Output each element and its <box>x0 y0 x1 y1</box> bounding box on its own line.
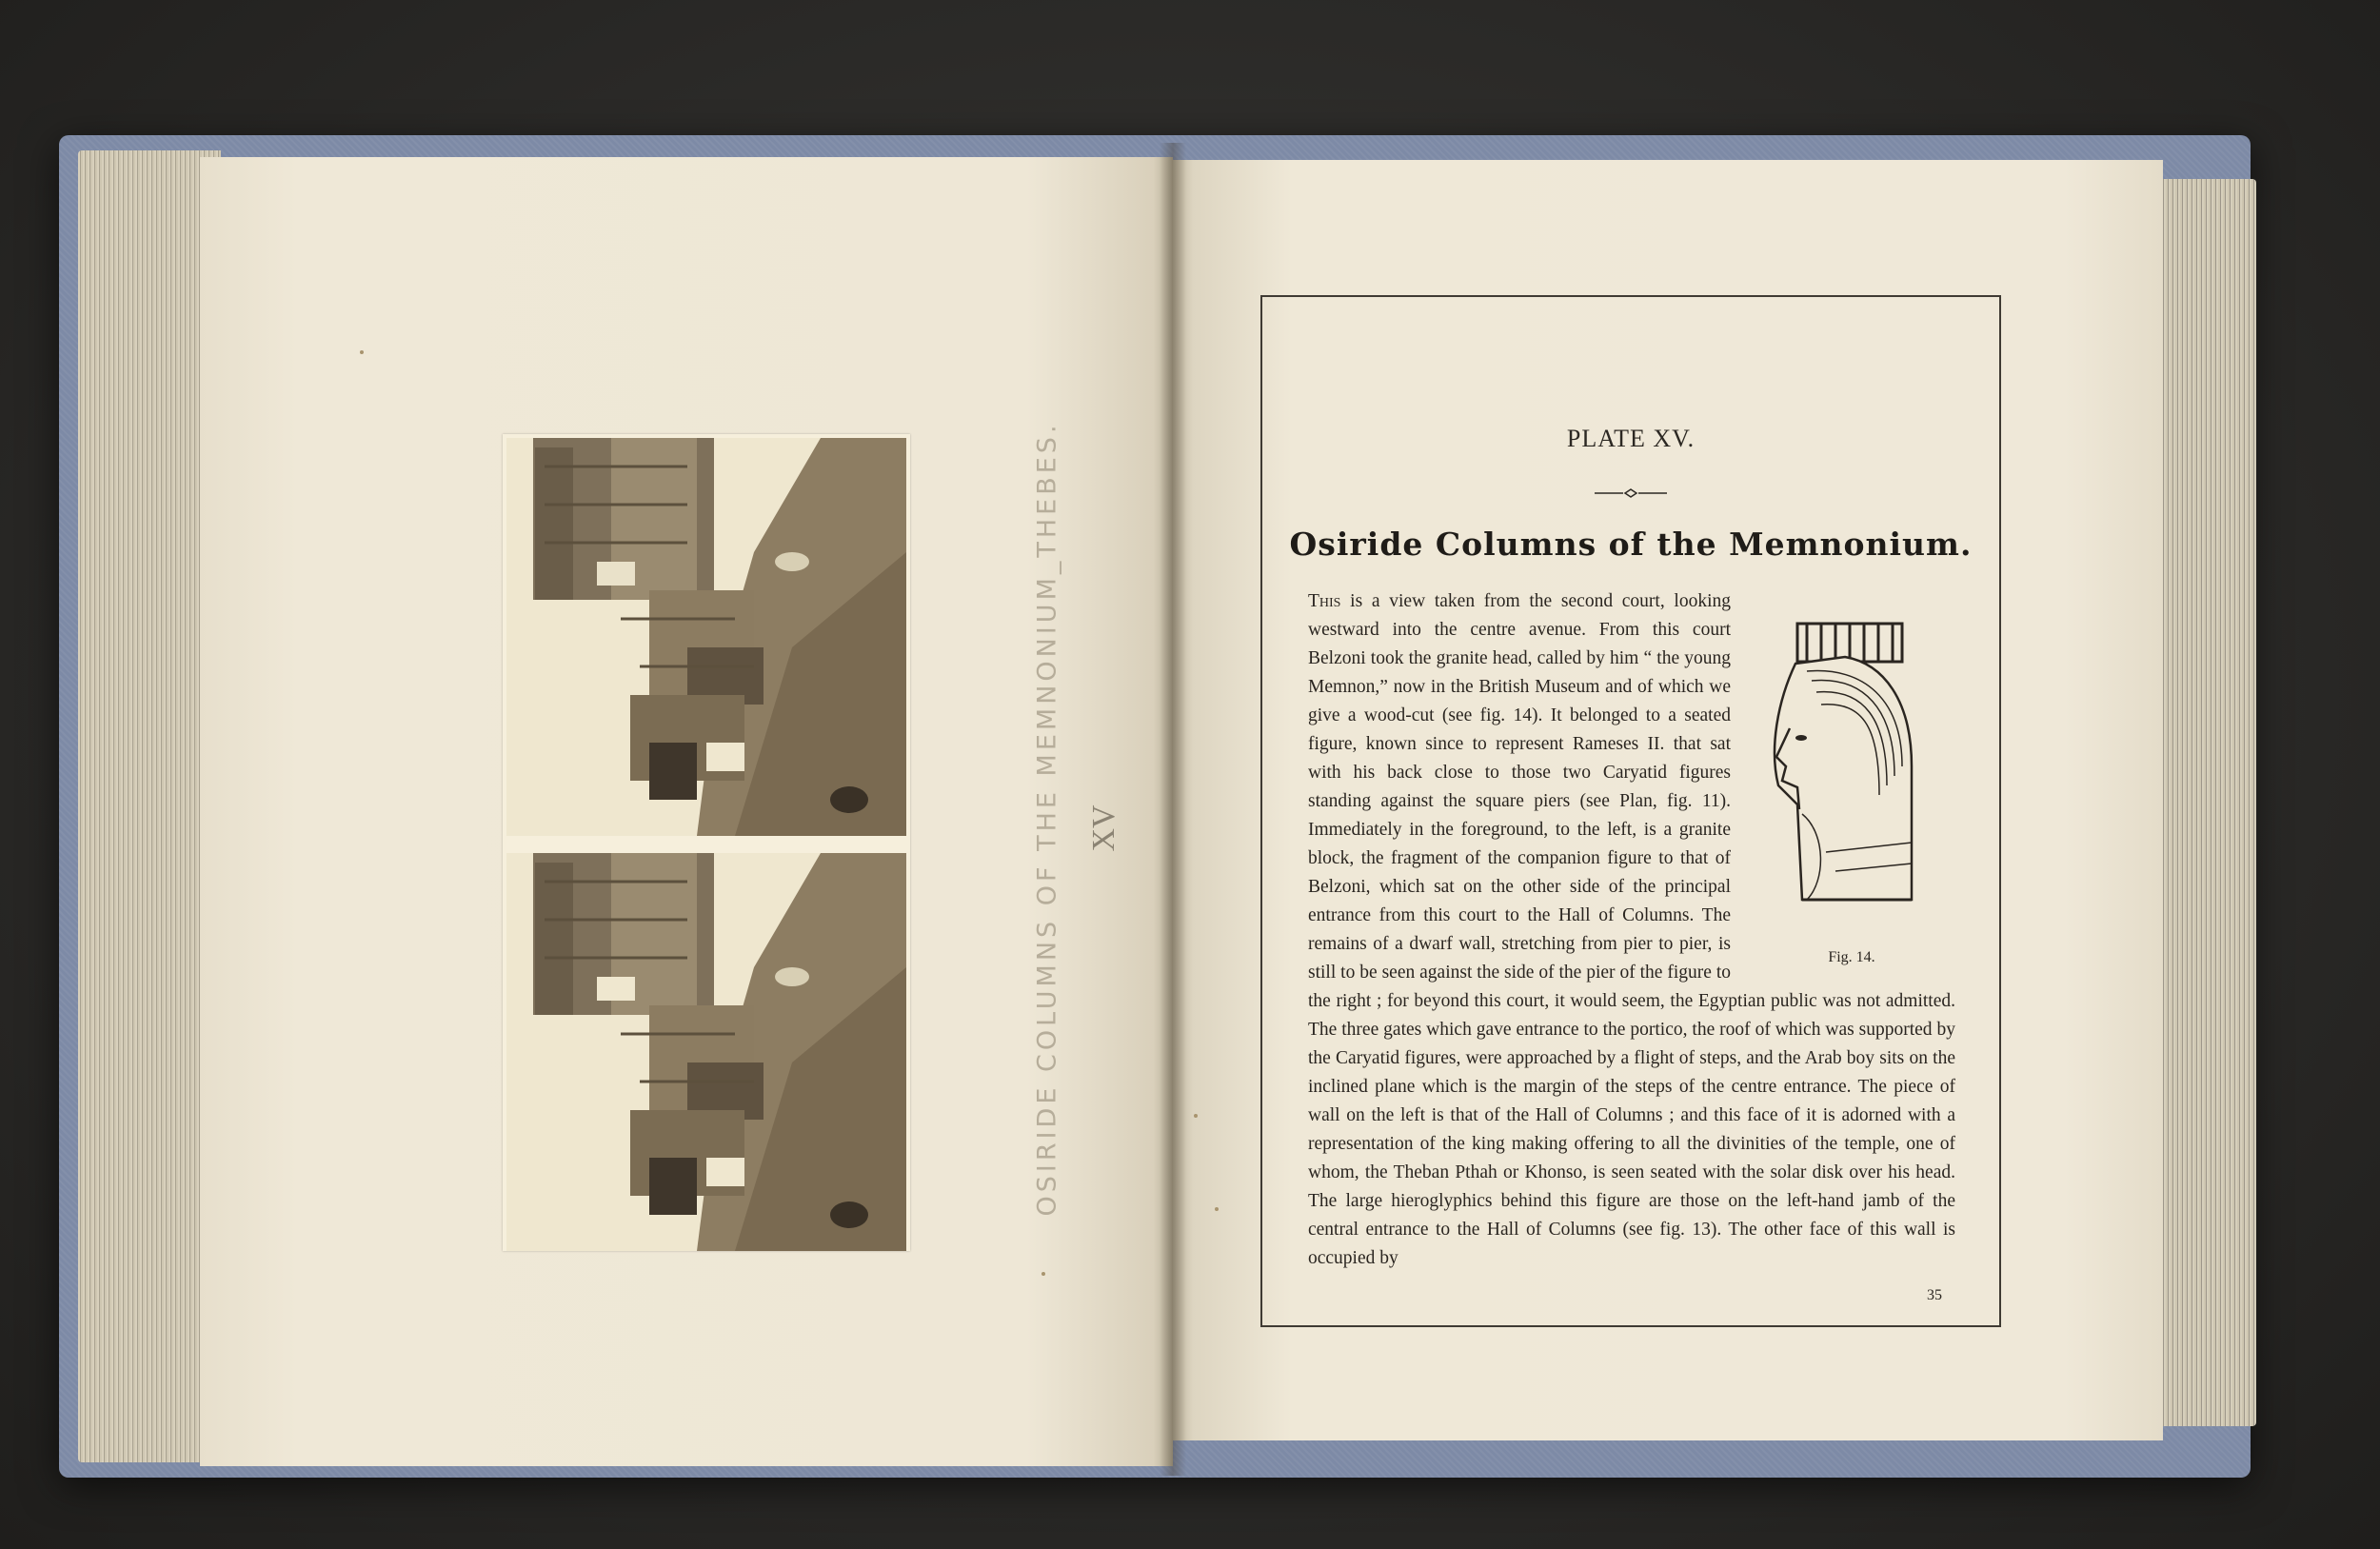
stereo-image-top <box>506 438 906 836</box>
plate-title: PLATE XV. <box>1566 425 1696 452</box>
paragraph-lead: This <box>1308 591 1341 611</box>
photo-vertical-caption: OSIRIDE COLUMNS OF THE MEMNONIUM_THEBES. <box>1032 421 1062 1217</box>
body-text <box>1308 587 1955 1273</box>
pharaoh-head-woodcut-icon <box>1769 614 1921 928</box>
stereo-photograph <box>503 434 910 1251</box>
book-gutter <box>1160 143 1186 1476</box>
paragraph-text: is a view taken from the second court, looking westward into the centre avenue. From this court Belzoni took the granite head, called by him “ the young Memnon,” now in the British Museum and of which we give a wood-cut (see fig. 14). It belonged to a seated figure, known since to represent Rameses II. that sat with his back close to those two Caryatid figures standing against the square piers (see Plan, fig. 11). Immediately in the foreground, to the left, is a granite block, the fragment of the companion figure to that of Belzoni, which sat on the other side of the principal entrance from this court to the Hall of Columns. The remains of a dwarf wall, stretching from pier to pier, is still to be seen against the side of the pier of the figure to the right ; for beyond this court, it would seem, the Egyptian public was not admitted. The three gates which gave entrance to the portico, the roof of which was supported by the Caryatid figures, were approached by a flight of steps, and the Arab boy sits on the inclined plane which is the margin of the steps of the centre entrance. The piece of wall on the left is that of the Hall of Columns ; and this face of it is adorned with a representation of the king making offering to all the divinities of the temple, one of whom, the Theban Pthah or Khonso, is seen seated with the solar disk over his head. The large hieroglyphics behind this figure are those on the left-hand jamb of the central entrance to the Hall of Columns (see fig. 13). The other face of this wall is occupied by <box>1308 591 1955 1268</box>
section-heading: Osiride Columns of the Memnonium. <box>1289 526 1973 563</box>
page-number: 35 <box>1927 1287 1942 1303</box>
plate-numeral: XV <box>1086 804 1121 852</box>
text-frame <box>1260 295 2001 1327</box>
stereo-image-bottom <box>506 853 906 1251</box>
figure-caption: Fig. 14. <box>1828 949 1875 965</box>
ornament-divider-icon <box>1593 486 1669 501</box>
figure-14 <box>1748 614 1955 978</box>
